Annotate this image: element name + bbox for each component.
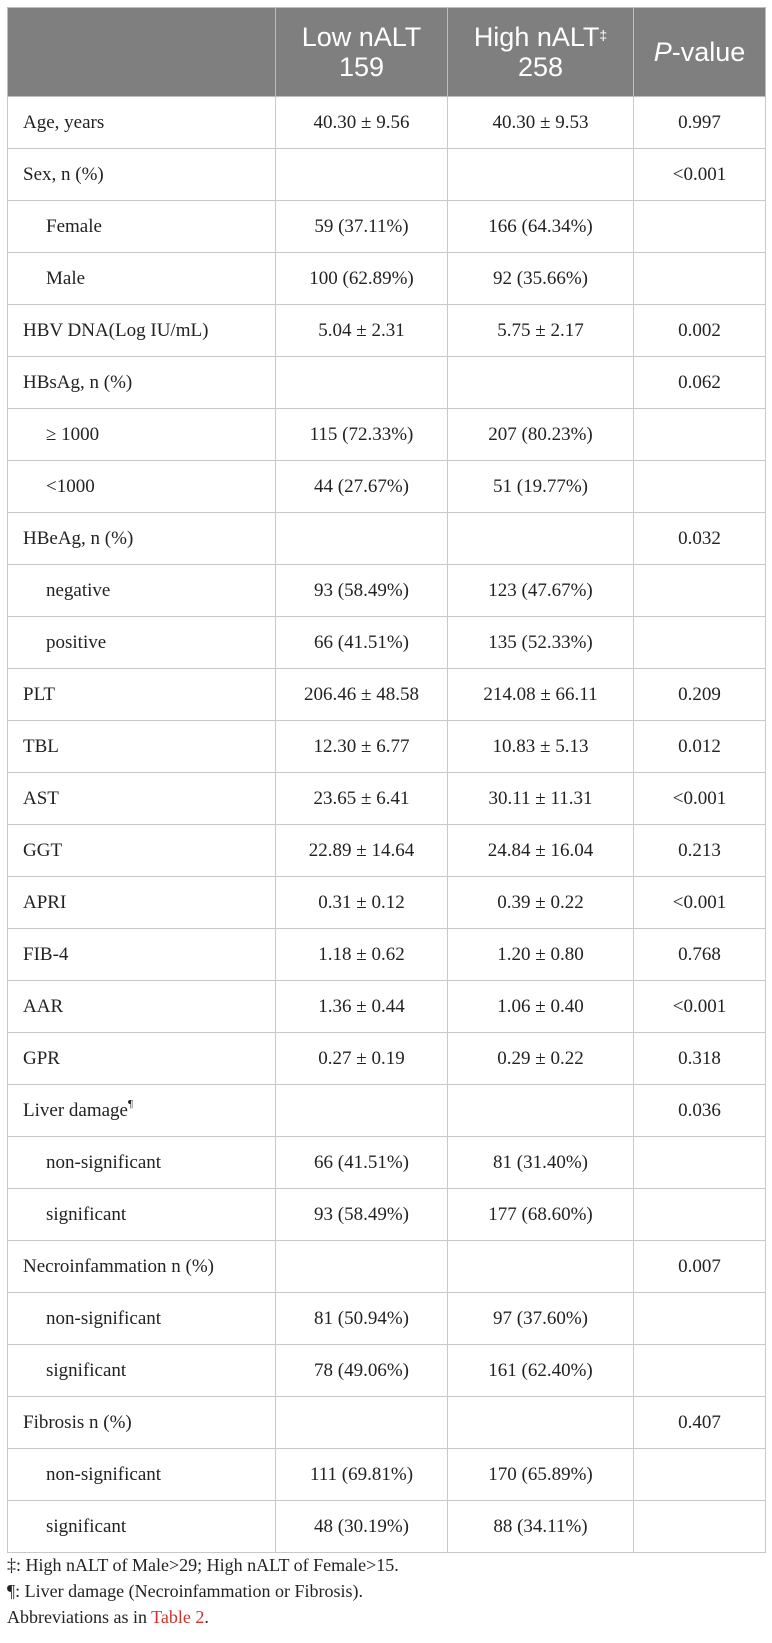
low-nalt-value: 0.31 ± 0.12 [276,877,448,929]
low-nalt-value [276,513,448,565]
footnotes [7,1552,399,1630]
table-row [8,1449,766,1501]
table-row [8,825,766,877]
table-row [8,1137,766,1189]
data-table-container [7,7,765,1553]
low-nalt-value: 1.18 ± 0.62 [276,929,448,981]
table-row [8,1033,766,1085]
p-value [634,1345,766,1397]
table-header [8,8,766,97]
table-row [8,409,766,461]
row-label [8,1137,276,1189]
low-nalt-value: 5.04 ± 2.31 [276,305,448,357]
table-row [8,513,766,565]
low-nalt-value: 1.36 ± 0.44 [276,981,448,1033]
row-label-text: HBsAg, n (%) [23,371,133,393]
header-low-nalt-count: 159 [338,52,385,82]
row-label-text: significant [46,1203,127,1225]
row-label [8,97,276,149]
low-nalt-value [276,149,448,201]
low-nalt-value: 44 (27.67%) [276,461,448,513]
p-value: 0.032 [634,513,766,565]
table-row [8,981,766,1033]
high-nalt-value: 88 (34.11%) [448,1501,634,1553]
row-label [8,305,276,357]
p-value [634,201,766,253]
p-value [634,1189,766,1241]
high-nalt-value [448,357,634,409]
table-row [8,1085,766,1137]
row-label [8,513,276,565]
low-nalt-value: 206.46 ± 48.58 [276,669,448,721]
row-label-text: FIB-4 [23,943,69,965]
high-nalt-value: 170 (65.89%) [448,1449,634,1501]
low-nalt-value: 0.27 ± 0.19 [276,1033,448,1085]
low-nalt-value: 66 (41.51%) [276,1137,448,1189]
low-nalt-value: 23.65 ± 6.41 [276,773,448,825]
row-label [8,1241,276,1293]
low-nalt-value [276,357,448,409]
high-nalt-value: 97 (37.60%) [448,1293,634,1345]
p-value [634,617,766,669]
header-high-nalt-mark: ‡ [599,27,608,43]
table-body [8,97,766,1553]
high-nalt-value: 135 (52.33%) [448,617,634,669]
footnote-abbreviations [7,1604,399,1630]
table-row [8,565,766,617]
p-value: <0.001 [634,877,766,929]
high-nalt-value: 92 (35.66%) [448,253,634,305]
table-row [8,669,766,721]
row-label-text: non-significant [46,1307,162,1329]
table-row [8,1397,766,1449]
row-label [8,1085,276,1137]
row-label [8,1397,276,1449]
low-nalt-value: 81 (50.94%) [276,1293,448,1345]
row-label [8,669,276,721]
high-nalt-value: 0.29 ± 0.22 [448,1033,634,1085]
low-nalt-value: 66 (41.51%) [276,617,448,669]
p-value: 0.036 [634,1085,766,1137]
row-label [8,617,276,669]
table-row [8,929,766,981]
table-row [8,773,766,825]
p-value: 0.062 [634,357,766,409]
high-nalt-value: 51 (19.77%) [448,461,634,513]
high-nalt-value: 1.06 ± 0.40 [448,981,634,1033]
table-row [8,1293,766,1345]
row-label-text: ≥ 1000 [46,423,100,445]
high-nalt-value: 40.30 ± 9.53 [448,97,634,149]
high-nalt-value: 214.08 ± 66.11 [448,669,634,721]
p-value: 0.002 [634,305,766,357]
row-label [8,877,276,929]
p-value [634,409,766,461]
row-label [8,253,276,305]
table-row [8,877,766,929]
table-row [8,149,766,201]
row-label-text: significant [46,1515,127,1537]
p-value: 0.213 [634,825,766,877]
low-nalt-value: 111 (69.81%) [276,1449,448,1501]
row-label-text: GPR [23,1047,60,1069]
low-nalt-value [276,1241,448,1293]
row-label [8,929,276,981]
high-nalt-value: 123 (47.67%) [448,565,634,617]
header-p-italic: P [653,37,672,67]
row-label [8,825,276,877]
high-nalt-value: 10.83 ± 5.13 [448,721,634,773]
table-row [8,201,766,253]
row-label [8,149,276,201]
p-value: <0.001 [634,149,766,201]
row-label-text: Sex, n (%) [23,163,104,185]
p-value: 0.997 [634,97,766,149]
p-value: 0.407 [634,1397,766,1449]
header-p-value [634,8,766,97]
table-row [8,461,766,513]
footnote-high-nalt: ‡: High nALT of Male>29; High nALT of Female>15. [7,1555,399,1575]
low-nalt-value: 22.89 ± 14.64 [276,825,448,877]
row-label [8,461,276,513]
row-label-text: AAR [23,995,64,1017]
low-nalt-value: 48 (30.19%) [276,1501,448,1553]
low-nalt-value: 115 (72.33%) [276,409,448,461]
row-label [8,201,276,253]
row-label-text: Female [46,215,102,237]
p-value [634,1501,766,1553]
table-row [8,721,766,773]
low-nalt-value [276,1085,448,1137]
p-value [634,461,766,513]
p-value [634,253,766,305]
high-nalt-value: 5.75 ± 2.17 [448,305,634,357]
high-nalt-value [448,149,634,201]
row-label-mark: ¶ [127,1097,133,1110]
row-label-text: GGT [23,839,63,861]
row-label-text: <1000 [46,475,95,497]
high-nalt-value: 0.39 ± 0.22 [448,877,634,929]
p-value [634,565,766,617]
row-label-text: non-significant [46,1463,162,1485]
row-label-text: PLT [23,683,56,705]
row-label-text: Age, years [23,111,105,133]
baseline-characteristics-table [7,7,766,1553]
row-label [8,1449,276,1501]
footnote-liver-damage: ¶: Liver damage (Necroinfammation or Fibrosis). [7,1581,364,1601]
p-value: 0.012 [634,721,766,773]
row-label-text: positive [46,631,107,653]
row-label [8,409,276,461]
header-row [8,8,766,97]
low-nalt-value: 93 (58.49%) [276,1189,448,1241]
row-label-text: negative [46,579,111,601]
row-label-text: Male [46,267,86,289]
p-value: 0.007 [634,1241,766,1293]
high-nalt-value: 1.20 ± 0.80 [448,929,634,981]
table-row [8,1241,766,1293]
table-row [8,1345,766,1397]
table-row [8,617,766,669]
high-nalt-value [448,1397,634,1449]
p-value [634,1293,766,1345]
row-label-text: AST [23,787,59,809]
footnote-abbr-prefix: Abbreviations as in [7,1607,152,1627]
low-nalt-value: 78 (49.06%) [276,1345,448,1397]
high-nalt-value: 24.84 ± 16.04 [448,825,634,877]
p-value: 0.209 [634,669,766,721]
row-label-text: significant [46,1359,127,1381]
footnote-abbr-suffix: . [204,1607,209,1627]
header-high-nalt-title [448,22,633,52]
p-value: 0.318 [634,1033,766,1085]
high-nalt-value: 30.11 ± 11.31 [448,773,634,825]
table-row [8,1501,766,1553]
row-label [8,721,276,773]
row-label-text: non-significant [46,1151,162,1173]
row-label [8,565,276,617]
table-row [8,357,766,409]
high-nalt-value [448,1085,634,1137]
row-label-text: APRI [23,891,67,913]
high-nalt-value: 161 (62.40%) [448,1345,634,1397]
low-nalt-value: 100 (62.89%) [276,253,448,305]
high-nalt-value: 166 (64.34%) [448,201,634,253]
row-label [8,1033,276,1085]
row-label [8,1189,276,1241]
header-variable [8,8,276,97]
row-label-text: HBV DNA(Log IU/mL) [23,319,209,341]
header-low-nalt-label: Low nALT [301,22,422,52]
header-high-nalt [448,8,634,97]
p-value: <0.001 [634,773,766,825]
table-2-link[interactable]: Table 2 [151,1607,205,1627]
low-nalt-value: 93 (58.49%) [276,565,448,617]
low-nalt-value: 12.30 ± 6.77 [276,721,448,773]
high-nalt-value: 81 (31.40%) [448,1137,634,1189]
header-high-nalt-label: High nALT [473,22,600,52]
row-label [8,1345,276,1397]
row-label-text: Fibrosis n (%) [23,1411,132,1433]
header-high-nalt-count: 258 [517,52,564,82]
header-low-nalt [276,8,448,97]
row-label-text: Necroinfammation n (%) [23,1255,214,1277]
row-label [8,357,276,409]
p-value: <0.001 [634,981,766,1033]
high-nalt-value: 207 (80.23%) [448,409,634,461]
table-row [8,97,766,149]
table-row [8,253,766,305]
row-label-text: Liver damage [23,1099,128,1121]
table-row [8,305,766,357]
high-nalt-value [448,1241,634,1293]
header-p-rest: -value [671,37,746,67]
row-label-text: HBeAg, n (%) [23,527,134,549]
high-nalt-value: 177 (68.60%) [448,1189,634,1241]
low-nalt-value: 40.30 ± 9.56 [276,97,448,149]
p-value: 0.768 [634,929,766,981]
row-label [8,773,276,825]
row-label [8,981,276,1033]
row-label-text: TBL [23,735,59,757]
high-nalt-value [448,513,634,565]
row-label [8,1293,276,1345]
row-label [8,1501,276,1553]
p-value [634,1137,766,1189]
low-nalt-value: 59 (37.11%) [276,201,448,253]
p-value [634,1449,766,1501]
table-row [8,1189,766,1241]
low-nalt-value [276,1397,448,1449]
